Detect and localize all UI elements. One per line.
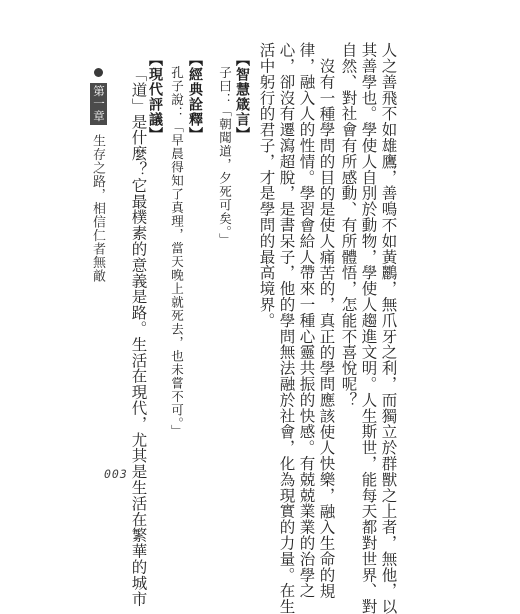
body-column-4: 沒有一種學問的目的是使人痛苦的，真正的學問應該使人快樂，融入生命的規 xyxy=(317,58,336,599)
wisdom-source: 子曰： xyxy=(217,66,233,107)
body-column-3: 自然、對社會有所感動、有所體悟，怎能不喜悅呢？ xyxy=(339,42,358,408)
body-column-2: 其善學也。學使人自別於動物，學使人趨進文明。人生斯世，能每天都對世界、對 xyxy=(359,42,378,614)
classic-label: 【經典詮釋】 xyxy=(187,52,203,142)
classic-text: 孔子說：「早晨得知了真理，當天晚上就死去，也未嘗不可。」 xyxy=(169,66,185,438)
modern-label: 【現代評議】 xyxy=(147,52,163,142)
running-header xyxy=(88,68,112,318)
body-column-1: 人之善飛不如雄鷹，善鳴不如黃鸝，無爪牙之利，而獨立於群獸之上者，無他，以 xyxy=(379,42,398,614)
chapter-badge: 第一章 xyxy=(92,85,106,123)
body-column-6: 心，卻沒有遷瀉超脫，是書呆子，他的學問無法融於社會，化為現實的力量。在生 xyxy=(277,42,296,614)
wisdom-label: 【智慧箴言】 xyxy=(234,52,250,142)
page-number: 003 xyxy=(104,467,128,481)
chapter-title: 生存之路，相信仁者無敵 xyxy=(90,134,105,283)
modern-text: 「道」是什麼？它最樸素的意義是路。生活在現代，尤其是生活在繁華的城市 xyxy=(129,66,148,607)
bullet-dot-icon xyxy=(94,68,103,77)
body-column-5: 律，融入人的性情。學習會給人帶來一種心靈共振的快感。有兢兢業業的治學之 xyxy=(297,42,316,599)
wisdom-quote: 「朝聞道，夕死可矣。」 xyxy=(217,104,233,247)
body-column-7: 活中躬行的君子，才是學問的最高境界。 xyxy=(257,42,276,329)
